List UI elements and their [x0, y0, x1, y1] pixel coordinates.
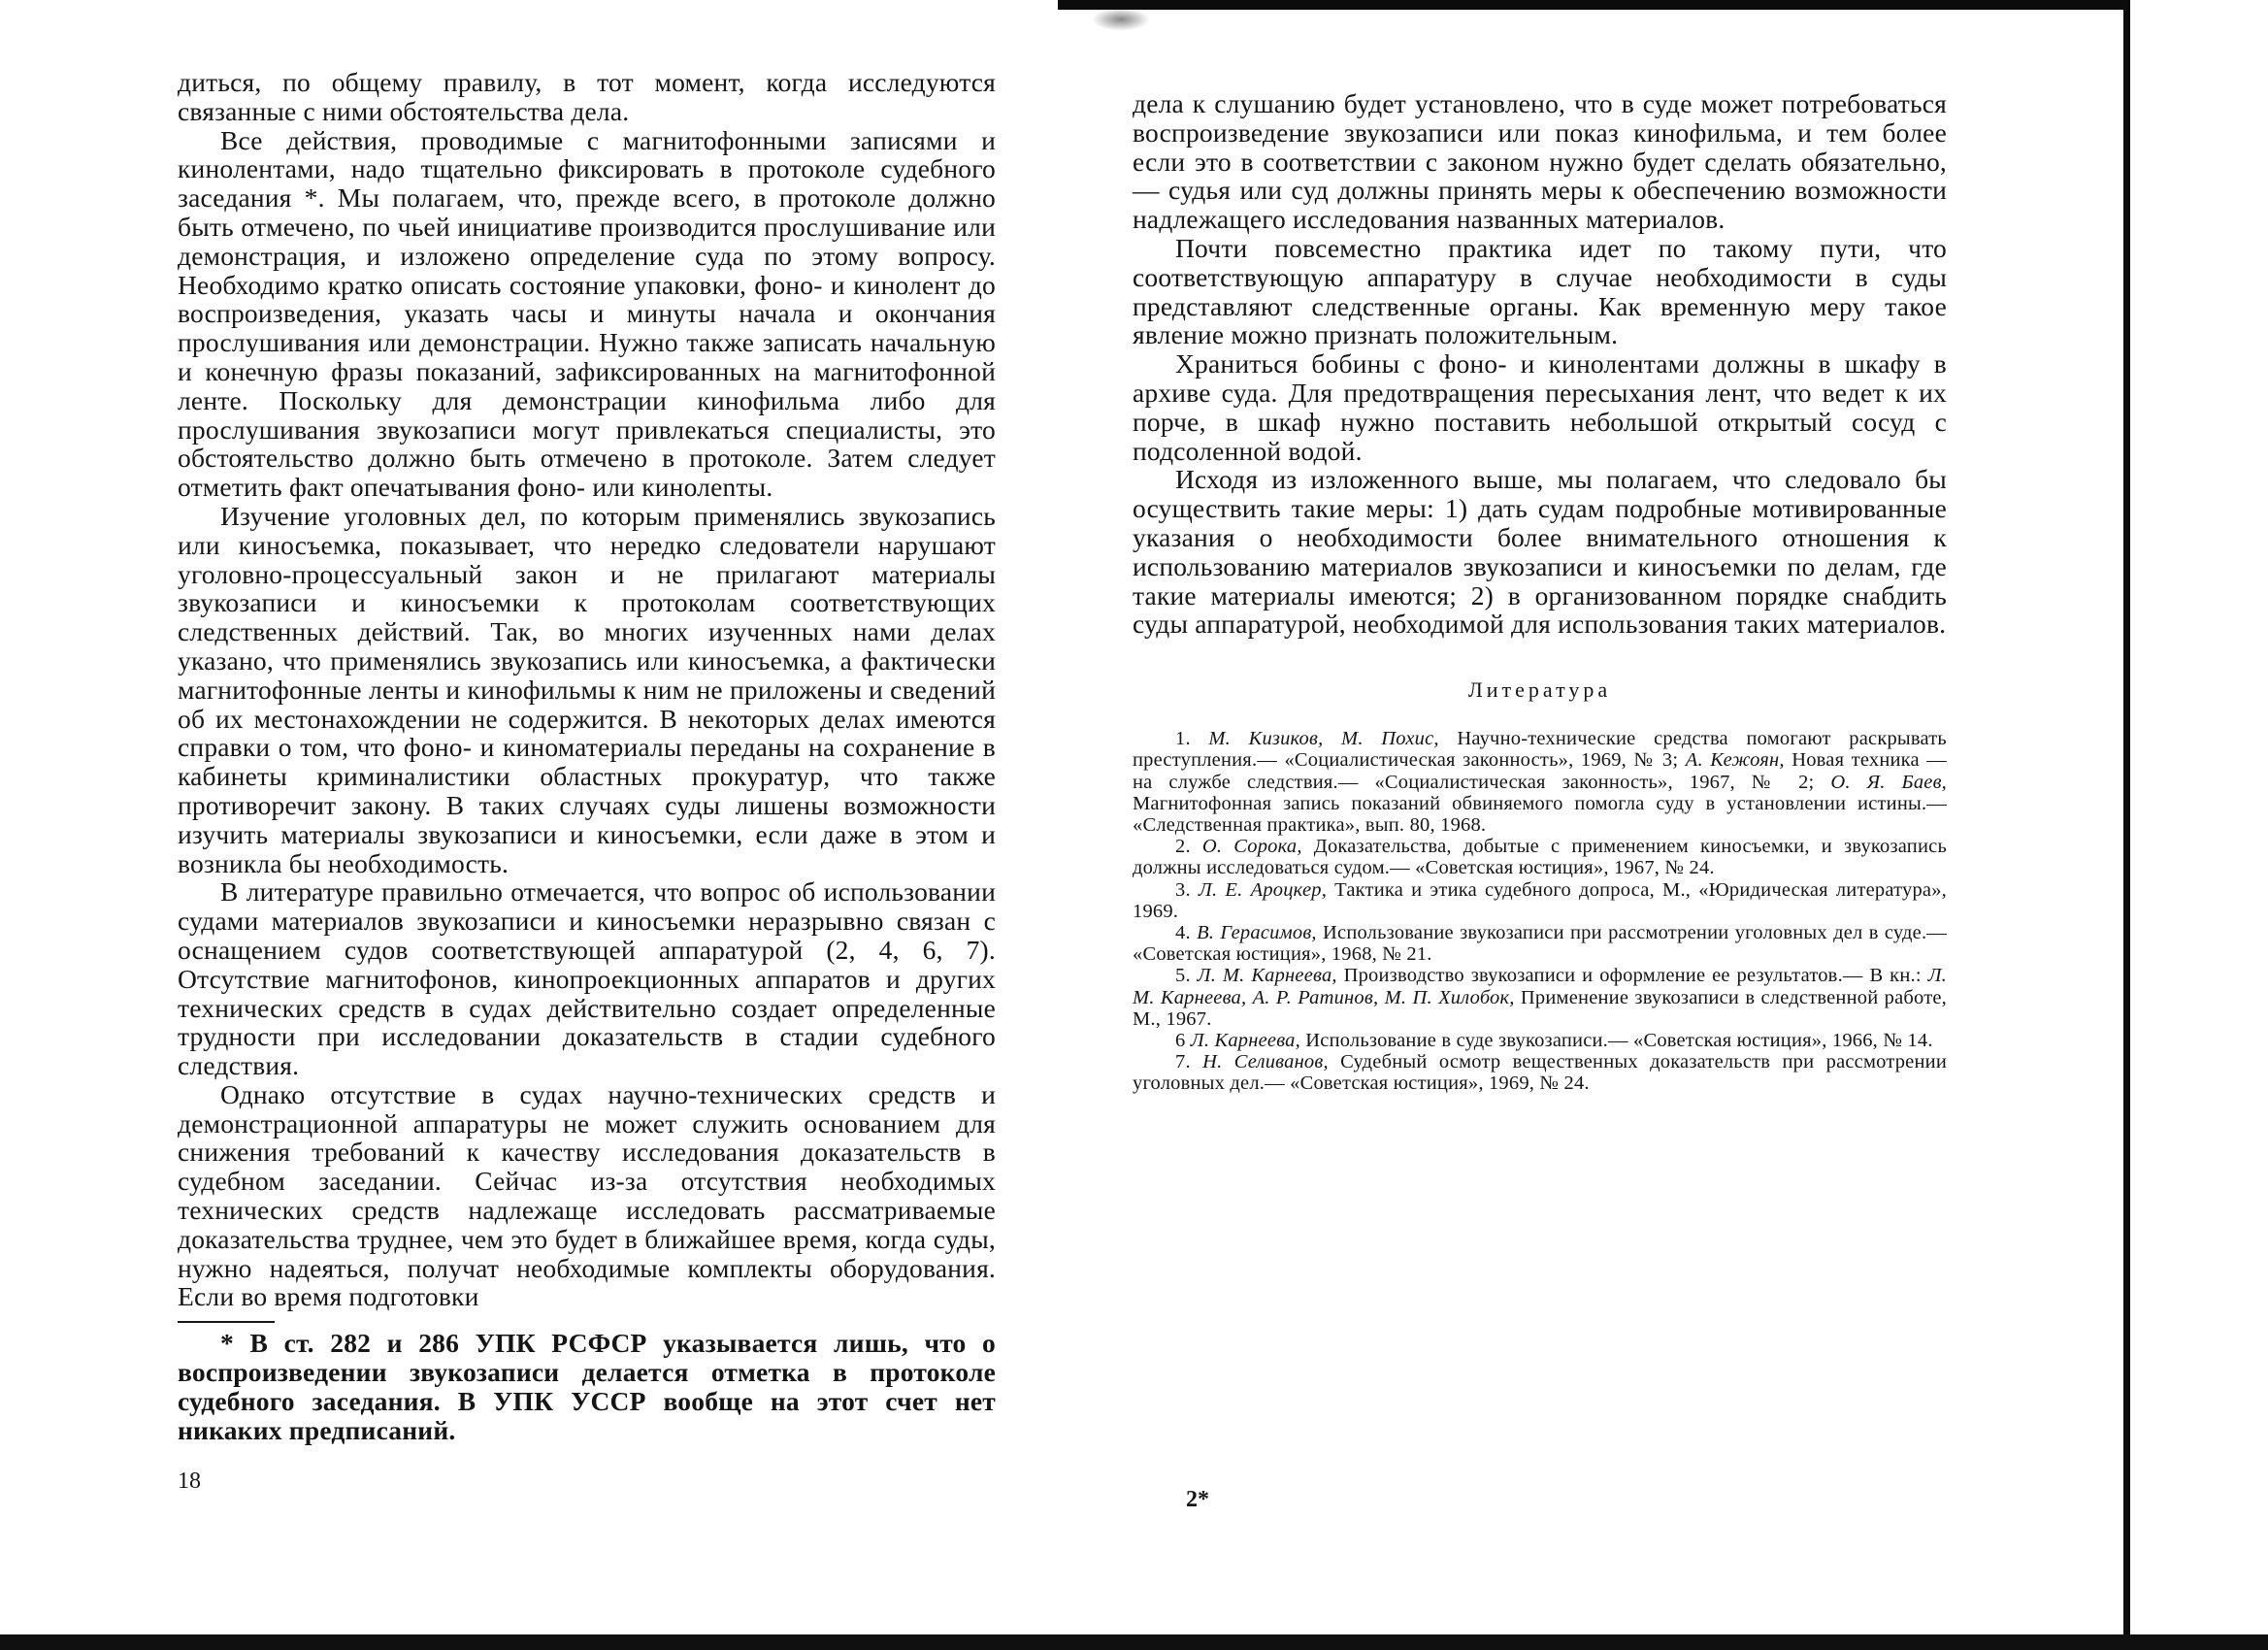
reference-author: Л. Е. Ароцкер,	[1198, 878, 1328, 901]
left-paragraph-5: Однако отсутствие в судах научно-технических средств и демонстрационной аппаратуры не может служить основанием для снижения требований к качеству исследования доказательств в судебном заседании. Сейчас из-за отсутствия необходимых технических средств надлежаще исследовать рассматриваемые доказательства труднее, чем это будет в ближайшее время, когда суды, нужно надеяться, получат необходимые комплекты оборудования. Если во время подготовки	[178, 1078, 996, 1312]
reference-text: Использование в суде звукозаписи.— «Советская юстиция», 1966, № 14.	[1299, 1029, 1933, 1051]
left-page	[178, 68, 996, 1444]
reference-number: 6	[1175, 1029, 1191, 1051]
reference-text: Применение звукозаписи в следственной работе, М., 1967.	[1133, 986, 1947, 1030]
reference-item	[1133, 922, 1947, 965]
reference-text: Новая техника — на службе следствия.— «Социалистическая законность», 1967, № 2;	[1133, 749, 1948, 793]
right-paragraph-1: дела к слушанию будет установлено, что в суде может потребоваться воспроизведение звукозаписи или показ кинофильма, и тем более если это в соответствии с законом нужно будет сделать обязательно,— судья или суд должны принять меры к обеспечению возможности надлежащего исследования названных материалов.	[1133, 88, 1947, 235]
footnote	[178, 1329, 996, 1444]
reference-item	[1133, 1051, 1947, 1094]
reference-author: А. Кежоян,	[1685, 749, 1785, 772]
left-paragraph-4: В литературе правильно отмечается, что вопрос об использовании судами материалов звукозаписи и киносъемки неразрывно связан с оснащением судов соответствующей аппаратурой (2, 4, 6, 7). Отсутствие магнитофонов, кинопроекционных аппаратов и других технических средств в судах действительно создает определенные трудности при исследовании доказательств в стадии судебного следствия.	[178, 876, 996, 1081]
footnote-rule	[178, 1321, 275, 1323]
reference-number: 1.	[1175, 728, 1209, 750]
page-number-left: 18	[178, 1468, 201, 1494]
reference-author: О. Я. Баев,	[1830, 771, 1947, 793]
left-paragraph-2: Все действия, проводимые с магнитофонными записями и кинолентами, надо тщательно фиксировать в протоколе судебного заседания *. Мы полагаем, что, прежде всего, в протоколе должно быть отмечено, по чьей инициативе производится прослушивание или демонстрация, и изложено определение суда по этому вопросу. Необходимо кратко описать состояние упаковки, фоно- и кинолент до воспроизведения, указать часы и минуты начала и окончания прослушивания или демонстрации. Нужно также записать начальную и конечную фразы показаний, зафиксированных на магнитофонной ленте. Поскольку для демонстрации кинофильма либо для прослушивания звукозаписи могут привлекаться специалисты, это обстоятельство должно быть отмечено в протоколе. Затем следует отметить факт опечатывания фоно- или кинолenты.	[178, 124, 996, 503]
reference-number: 2.	[1175, 836, 1202, 858]
reference-item	[1133, 879, 1947, 922]
reference-author: В. Герасимов,	[1197, 921, 1317, 943]
literature-heading: Литература	[1467, 677, 1612, 703]
reference-item	[1133, 836, 1947, 878]
reference-number: 4.	[1175, 921, 1198, 943]
right-paragraph-2: Почти повсеместно практика идет по такому пути, что соответствующую аппаратуру в случае необходимости в суды представляют следственные органы. Как временную меру такое явление можно признать положительным.	[1133, 232, 1947, 350]
right-paragraph-3: Храниться бобины с фоно- и кинолентами должны в шкафу в архиве суда. Для предотвращения пересыхания лент, что ведет к их порче, в шкаф нужно поставить небольшой открытый сосуд с подсоленной водой.	[1133, 348, 1947, 466]
left-paragraph-1: диться, по общему правилу, в тот момент, когда исследуются связанные с ними обстоятельства дела.	[178, 67, 996, 126]
scan-smudge	[1092, 8, 1150, 31]
reference-text: Судебный осмотр вещественных доказательств при рассмотрении уголовных дел.— «Советская юстиция», 1969, № 24.	[1133, 1051, 1947, 1095]
reference-number: 7.	[1175, 1051, 1203, 1073]
reference-author: О. Сорока,	[1201, 836, 1302, 858]
reference-number: 3.	[1175, 878, 1199, 901]
reference-text: Магнитофонная запись показаний обвиняемого помогла суду в установлении истины.— «Следственная практика», вып. 80, 1968.	[1133, 792, 1947, 836]
reference-author: М. Кизиков, М. Похис,	[1208, 728, 1439, 750]
references-list	[1133, 728, 1947, 1094]
reference-text: Производство звукозаписи и оформление ее результатов.— В кн.:	[1336, 965, 1928, 987]
reference-author: Л. М. Карнеева, А. Р. Ратинов, М. П. Хилобок,	[1133, 965, 1947, 1008]
reference-author: Л. М. Карнеева,	[1197, 965, 1337, 987]
reference-text: Тактика и этика судебного допроса, М., «Юридическая литература», 1969.	[1133, 878, 1948, 922]
right-paragraph-4: Исходя из изложенного выше, мы полагаем, что следовало бы осуществить такие меры: 1) дать судам подробные мотивированные указания о необходимости более внимательного отношения к использованию материалов звукозаписи и киносъемки по делам, где такие материалы имеются; 2) в организованном порядке снабдить суды аппаратурой, необходимой для использования таких материалов.	[1133, 464, 1947, 640]
left-paragraph-3: Изучение уголовных дел, по которым применялись звукозапись или киносъемка, показывает, что нередко следователи нарушают уголовно-процессуальный закон и не прилагают материалы звукозаписи и киносъемки к протоколам соответствующих следственных действий. Так, во многих изученных нами делах указано, что применялись звукозапись или киносъемка, а фактически магнитофонные ленты и кинофильмы к ним не приложены и сведений об их местонахождении не содержится. В некоторых делах имеются справки о том, что фоно- и киноматериалы переданы на сохранение в кабинеты криминалистики областных прокуратур, что также противоречит закону. В таких случаях суды лишены возможности изучить материалы звукозаписи и киносъемки, если даже в этом и возникла бы необходимость.	[178, 500, 996, 878]
reference-text: Научно-технические средства помогают раскрывать преступления.— «Социалистическая законность», 1969, № 3;	[1133, 728, 1947, 772]
reference-number: 5.	[1175, 965, 1198, 987]
reference-item	[1133, 1030, 1947, 1051]
reference-item	[1133, 728, 1947, 836]
reference-text: Использование звукозаписи при рассмотрении уголовных дел в суде.— «Советская юстиция», 1968, № 21.	[1133, 921, 1948, 966]
footnote-text: * В ст. 282 и 286 УПК РСФСР указывается лишь, что о воспроизведении звукозаписи делается отметка в протоколе судебного заседания. В УПК УССР вообще на этот счет нет никаких предписаний.	[178, 1328, 996, 1445]
page-number-right: 2*	[1186, 1487, 1209, 1512]
reference-author: Л. Карнеева,	[1190, 1029, 1300, 1051]
reference-text: Доказательства, добытые с применением киносъемки, и звукозапись должны исследоваться судом.— «Советская юстиция», 1967, № 24.	[1133, 836, 1947, 879]
reference-item	[1133, 965, 1947, 1030]
scan-edge-top	[1058, 0, 2145, 10]
scan-edge-bottom	[0, 1634, 2268, 1650]
reference-author: Н. Селиванов,	[1202, 1051, 1329, 1073]
scan-edge-right	[2123, 0, 2268, 1650]
right-page	[1133, 89, 1947, 1095]
